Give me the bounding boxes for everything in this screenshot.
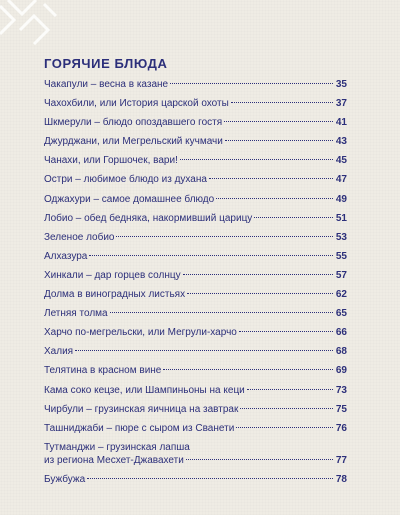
page-number: 37	[335, 98, 347, 110]
dot-leader	[254, 217, 333, 218]
entry-title: Долма в виноградных листьях	[44, 289, 186, 301]
page-number: 62	[335, 289, 347, 301]
entry-title: Джурджани, или Мегрельский кучмачи	[44, 136, 223, 148]
toc-entry[interactable]	[44, 135, 347, 148]
page-number: 43	[335, 136, 347, 148]
toc-entry[interactable]	[44, 269, 347, 282]
entry-title-line1: Тутманджи – грузинская лапша	[44, 441, 190, 453]
page-number: 65	[335, 308, 347, 320]
entry-title: Лобио – обед бедняка, накормивший царицу	[44, 212, 253, 224]
section-title: ГОРЯЧИЕ БЛЮДА	[44, 56, 168, 71]
entry-title: Чанахи, или Горшочек, вари!	[44, 155, 178, 167]
entry-title: Бужбужа	[44, 473, 86, 485]
dot-leader	[170, 83, 333, 84]
entry-title: Халия	[44, 346, 74, 358]
toc-entry[interactable]	[44, 364, 347, 377]
decorative-ornament	[0, 0, 60, 45]
entry-title: Алхазура	[44, 250, 88, 262]
dot-leader	[183, 274, 333, 275]
toc-entry[interactable]	[44, 78, 347, 91]
entry-title: Телятина в красном вине	[44, 365, 162, 377]
toc-entry[interactable]	[44, 326, 347, 339]
entry-title: Чахохбили, или История царской охоты	[44, 98, 229, 110]
page-number: 57	[335, 269, 347, 281]
toc-entry[interactable]	[44, 345, 347, 358]
page-number: 45	[335, 155, 347, 167]
dot-leader	[209, 178, 333, 179]
toc-entry[interactable]	[44, 116, 347, 129]
entry-title: Кама соко кецзе, или Шампиньоны на кеци	[44, 384, 245, 396]
page-number: 49	[335, 193, 347, 205]
page-number: 55	[335, 250, 347, 262]
page-number: 41	[335, 117, 347, 129]
page-number: 66	[335, 327, 347, 339]
entry-title: Летняя толма	[44, 308, 108, 320]
page-number: 69	[335, 365, 347, 377]
toc-entry[interactable]	[44, 422, 347, 435]
dot-leader	[87, 478, 333, 479]
toc-entry[interactable]	[44, 307, 347, 320]
dot-leader	[239, 331, 333, 332]
entry-title-line2: из региона Месхет-Джавахети	[44, 454, 184, 466]
entry-title: Оджахури – самое домашнее блюдо	[44, 193, 215, 205]
toc-entry[interactable]	[44, 97, 347, 110]
toc-entry[interactable]	[44, 288, 347, 301]
entry-title: Остри – любимое блюдо из духана	[44, 174, 207, 186]
page-number: 35	[335, 79, 347, 90]
dot-leader	[163, 369, 333, 370]
toc-entry[interactable]	[44, 250, 347, 263]
dot-leader	[89, 255, 333, 256]
entry-title: Хинкали – дар горцев солнцу	[44, 269, 181, 281]
toc-entry[interactable]	[44, 154, 347, 167]
entry-title: Шкмерули – блюдо опоздавшего гостя	[44, 117, 223, 129]
page-number: 75	[335, 403, 347, 415]
page-number: 76	[335, 422, 347, 434]
toc-entry[interactable]	[44, 193, 347, 206]
page-number: 68	[335, 346, 347, 358]
dot-leader	[75, 350, 333, 351]
toc-entry[interactable]	[44, 231, 347, 244]
dot-leader	[247, 389, 333, 390]
entry-title: Зеленое лобио	[44, 231, 115, 243]
page-number: 77	[335, 454, 347, 466]
page-number: 53	[335, 231, 347, 243]
dot-leader	[224, 121, 333, 122]
page-number: 51	[335, 212, 347, 224]
toc-entry[interactable]	[44, 403, 347, 416]
toc-entry[interactable]	[44, 384, 347, 397]
page-number: 78	[335, 473, 347, 485]
entry-title: Чирбули – грузинская яичница на завтрак	[44, 403, 239, 415]
dot-leader	[116, 236, 333, 237]
dot-leader	[180, 159, 333, 160]
entry-title: Харчо по-мегрельски, или Мегрули-харчо	[44, 327, 237, 339]
dot-leader	[231, 102, 333, 103]
dot-leader	[186, 459, 333, 460]
entry-title: Чакапули – весна в казане	[44, 79, 169, 90]
dot-leader	[240, 408, 333, 409]
dot-leader	[225, 140, 333, 141]
dot-leader	[187, 293, 333, 294]
toc-entry[interactable]	[44, 473, 347, 486]
table-of-contents	[44, 78, 347, 492]
toc-entry[interactable]	[44, 212, 347, 225]
dot-leader	[216, 198, 333, 199]
entry-title: Ташниджаби – пюре с сыром из Сванети	[44, 422, 235, 434]
toc-entry[interactable]	[44, 173, 347, 186]
dot-leader	[110, 312, 333, 313]
page-number: 47	[335, 174, 347, 186]
toc-entry-multiline[interactable]	[44, 441, 347, 467]
page-number: 73	[335, 384, 347, 396]
dot-leader	[236, 427, 333, 428]
